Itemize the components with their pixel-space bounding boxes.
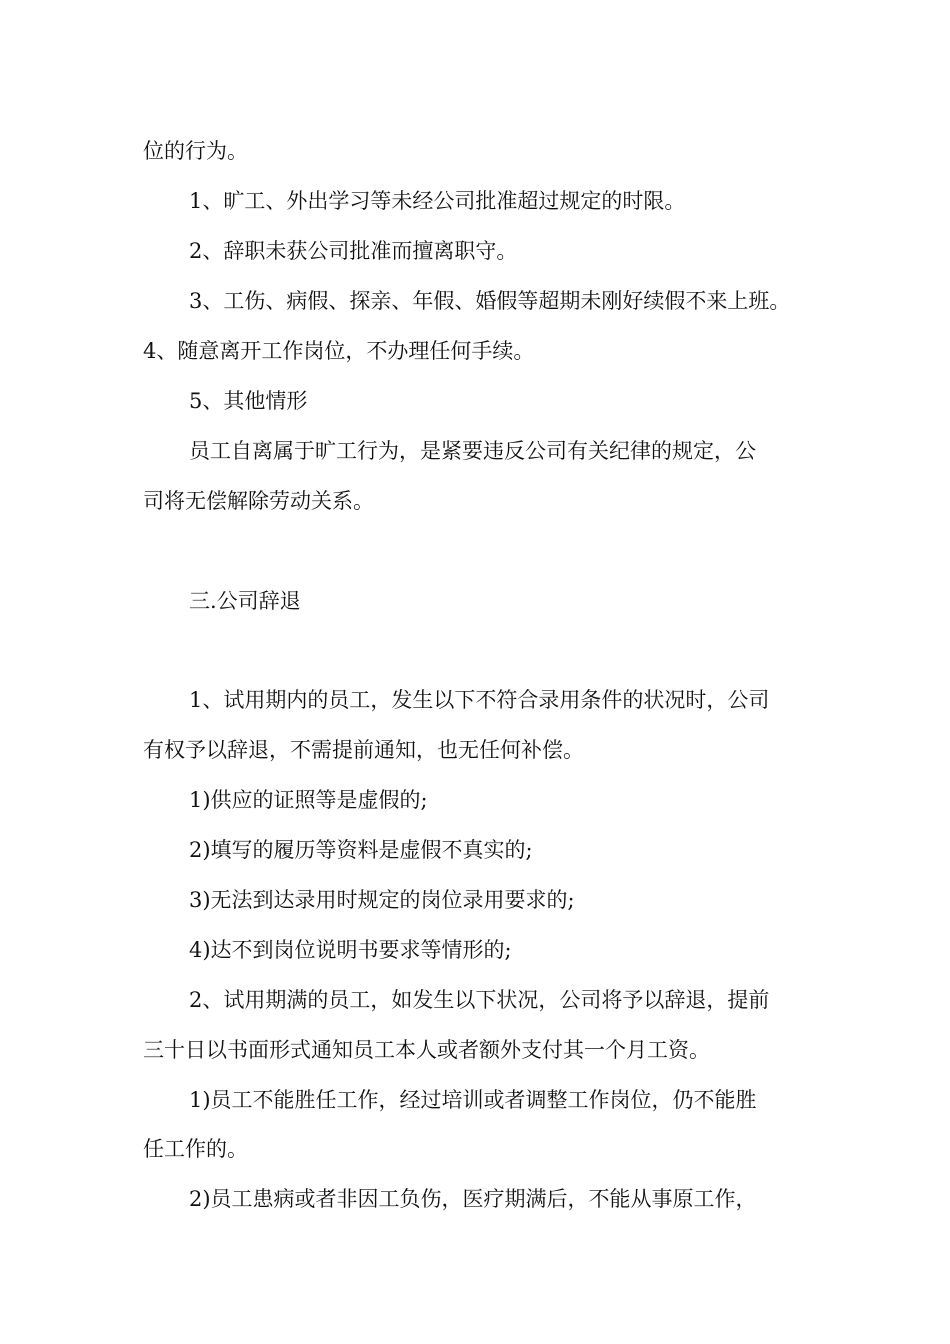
text-line: 2、辞职未获公司批准而擅离职守。 <box>189 239 518 263</box>
text-line: 1)供应的证照等是虚假的; <box>189 788 428 812</box>
text-line: 2、试用期满的员工，如发生以下状况，公司将予以辞退，提前 <box>189 988 770 1012</box>
text-line: 1)员工不能胜任工作，经过培训或者调整工作岗位，仍不能胜 <box>189 1088 757 1112</box>
text-line: 任工作的。 <box>143 1137 248 1161</box>
text-line: 4、随意离开工作岗位，不办理任何手续。 <box>143 339 535 363</box>
section-heading: 三.公司辞退 <box>189 589 301 613</box>
text-line: 3、工伤、病假、探亲、年假、婚假等超期未刚好续假不来上班。 <box>189 289 791 313</box>
text-line: 1、试用期内的员工，发生以下不符合录用条件的状况时，公司 <box>189 688 770 712</box>
text-line: 1、旷工、外出学习等未经公司批准超过规定的时限。 <box>189 189 686 213</box>
text-line: 三十日以书面形式通知员工本人或者额外支付其一个月工资。 <box>143 1038 710 1062</box>
text-line: 司将无偿解除劳动关系。 <box>143 489 374 513</box>
text-line: 员工自离属于旷工行为，是紧要违反公司有关纪律的规定，公 <box>189 439 756 463</box>
text-line: 位的行为。 <box>143 139 248 163</box>
text-line: 3)无法到达录用时规定的岗位录用要求的; <box>189 888 575 912</box>
text-line: 有权予以辞退，不需提前通知，也无任何补偿。 <box>143 738 584 762</box>
text-line: 2)填写的履历等资料是虚假不真实的; <box>189 838 533 862</box>
text-line: 4)达不到岗位说明书要求等情形的; <box>189 938 512 962</box>
text-line: 2)员工患病或者非因工负伤，医疗期满后，不能从事原工作， <box>189 1187 757 1211</box>
text-line: 5、其他情形 <box>189 389 308 413</box>
